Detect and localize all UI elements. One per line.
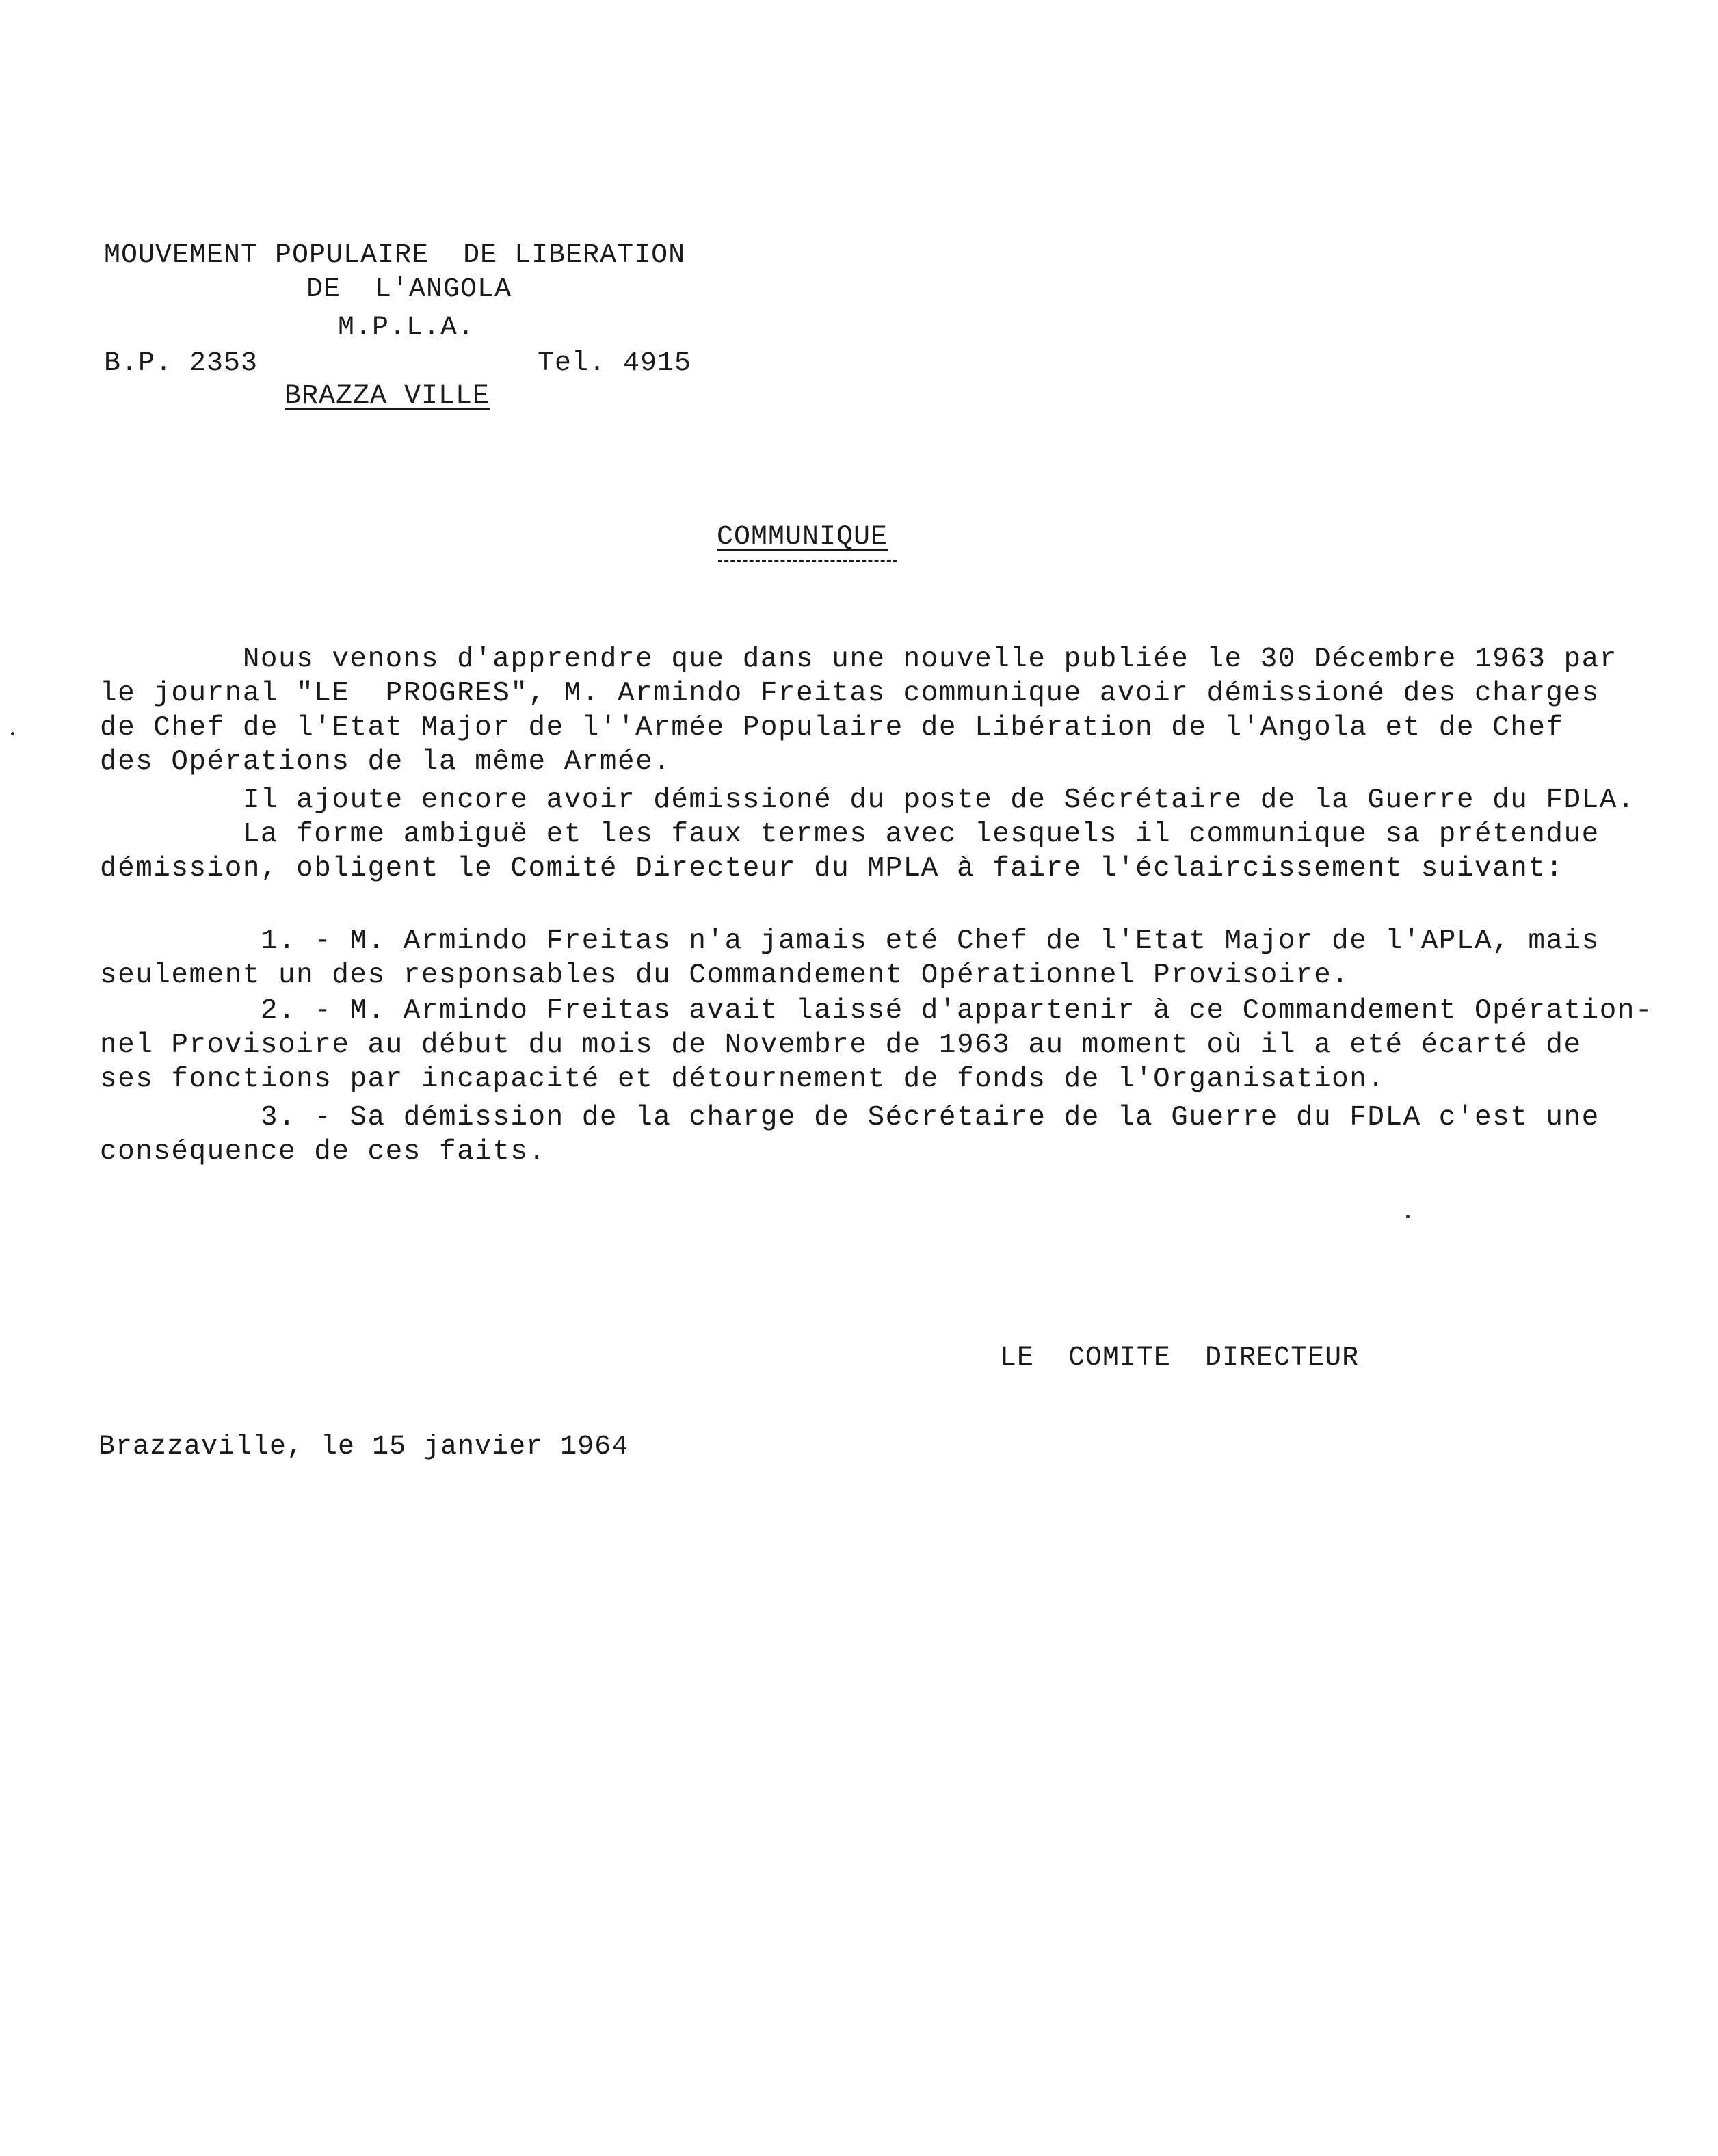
org-name-line2: DE L'ANGOLA [306, 274, 512, 305]
paragraph-line: démission, obligent le Comité Directeur du MPLA à faire l'éclaircissement suivant: [100, 853, 1564, 884]
paragraph-line: de Chef de l'Etat Major de l''Armée Populaire de Libération de l'Angola et de Chef [100, 712, 1564, 744]
point-line: 3. - Sa démission de la charge de Sécrétaire de la Guerre du FDLA c'est une [100, 1102, 1600, 1133]
date-place: Brazzaville, le 15 janvier 1964 [98, 1432, 629, 1462]
paragraph-line: La forme ambiguë et les faux termes avec lesquels il communique sa prétendue [100, 819, 1600, 850]
telephone: Tel. 4915 [538, 348, 692, 379]
scan-speck [1406, 1215, 1410, 1218]
signature: LE COMITE DIRECTEUR [1000, 1343, 1360, 1373]
document-title: COMMUNIQUE [717, 522, 888, 553]
org-name-line1: MOUVEMENT POPULAIRE DE LIBERATION [104, 240, 686, 271]
paragraph-line: des Opérations de la même Armée. [100, 746, 672, 778]
postal-box: B.P. 2353 [104, 348, 259, 379]
org-acronym: M.P.L.A. [338, 313, 475, 343]
city-name: BRAZZA VILLE [285, 381, 490, 412]
title-double-underline [718, 560, 897, 564]
scan-speck [11, 732, 14, 735]
paragraph-line: le journal "LE PROGRES", M. Armindo Freitas communique avoir démissioné des charges [100, 678, 1600, 709]
point-line: conséquence de ces faits. [100, 1136, 546, 1168]
paragraph-line: Il ajoute encore avoir démissioné du poste de Sécrétaire de la Guerre du FDLA. [100, 785, 1635, 816]
point-line: nel Provisoire au début du mois de Novembre de 1963 au moment où il a eté écarté de [100, 1029, 1582, 1061]
point-line: 2. - M. Armindo Freitas avait laissé d'appartenir à ce Commandement Opération- [100, 995, 1654, 1027]
point-line: seulement un des responsables du Commandement Opérationnel Provisoire. [100, 960, 1350, 991]
paragraph-line: Nous venons d'apprendre que dans une nouvelle publiée le 30 Décembre 1963 par [100, 644, 1617, 675]
point-line: ses fonctions par incapacité et détournement de fonds de l'Organisation. [100, 1064, 1386, 1095]
point-line: 1. - M. Armindo Freitas n'a jamais eté Chef de l'Etat Major de l'APLA, mais [100, 925, 1600, 957]
